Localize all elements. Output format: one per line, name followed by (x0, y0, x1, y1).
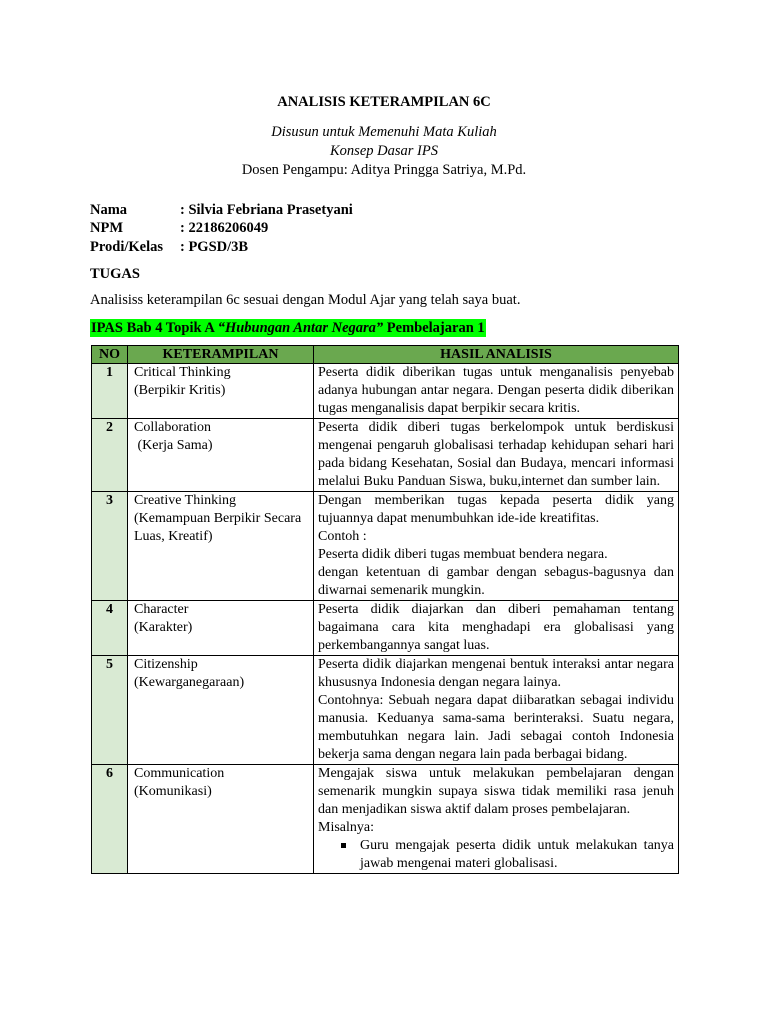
analysis-example-label: Misalnya: (318, 820, 374, 835)
analysis-cell (314, 601, 679, 656)
analysis-cell (314, 656, 679, 765)
analysis-text: Peserta didik diberi tugas berkelompok untuk berdiskusi mengenai pengaruh globalisasi terhadap kehidupan sehari hari pada bidang Kesehatan, Sosial dan Budaya, mencari informasi melalui Buku Panduan Siswa, buku,internet dan sumber lain. (318, 420, 674, 489)
skill-name: Communication (134, 766, 225, 781)
skill-translation: (Kewarganegaraan) (134, 675, 245, 690)
table-row (92, 364, 679, 419)
student-name-row (90, 202, 353, 219)
skill-cell (128, 765, 314, 874)
row-number: 3 (92, 492, 128, 601)
header-no: NO (92, 346, 128, 364)
row-number: 6 (92, 765, 128, 874)
row-number: 2 (92, 419, 128, 492)
student-npm-label: NPM (90, 220, 124, 236)
task-heading: TUGAS (90, 266, 140, 282)
analysis-text: Dengan memberikan tugas kepada peserta didik yang tujuannya dapat menumbuhkan ide-ide kreatifitas. (318, 493, 674, 526)
analysis-text: Peserta didik diajarkan mengenai bentuk interaksi antar negara khususnya Indonesia dengan negara lainya. (318, 657, 674, 690)
lesson-subheading-prefix: IPAS Bab 4 Topik A (91, 320, 218, 336)
header-analysis: HASIL ANALISIS (314, 346, 679, 364)
task-text: Analisiss keterampilan 6c sesuai dengan Modul Ajar yang telah saya buat. (90, 292, 521, 308)
student-npm-row (90, 220, 268, 237)
analysis-bullet-list (318, 837, 674, 873)
analysis-cell (314, 492, 679, 601)
skill-name: Character (134, 602, 189, 617)
skill-name: Collaboration (134, 420, 211, 435)
skill-name: Critical Thinking (134, 365, 231, 380)
analysis-example-label: Contoh : (318, 529, 367, 544)
row-number: 5 (92, 656, 128, 765)
row-number: 4 (92, 601, 128, 656)
analysis-text: dengan ketentuan di gambar dengan sebagus-bagusnya dan diwarnai semenarik mungkin. (318, 565, 674, 598)
student-npm-value: : 22186206049 (180, 220, 269, 236)
table-row (92, 656, 679, 765)
header-skill: KETERAMPILAN (128, 346, 314, 364)
table-row (92, 765, 679, 874)
list-item: Guru mengajak peserta didik untuk melakukan tanya jawab mengenai materi globalisasi. (360, 838, 674, 871)
table-header-row (92, 346, 679, 364)
analysis-cell (314, 364, 679, 419)
skill-name: Citizenship (134, 657, 198, 672)
table-row (92, 492, 679, 601)
lesson-subheading (90, 319, 486, 337)
lesson-subheading-topic: “Hubungan Antar Negara” (217, 320, 384, 336)
skill-translation: (Kemampuan Berpikir Secara Luas, Kreatif) (134, 511, 302, 544)
skill-cell (128, 419, 314, 492)
skill-translation: (Komunikasi) (134, 784, 212, 799)
skills-analysis-table (91, 345, 679, 874)
table-row (92, 601, 679, 656)
student-class-value: : PGSD/3B (180, 239, 249, 255)
analysis-text: Peserta didik diberi tugas membuat bendera negara. (318, 547, 608, 562)
student-class-label: Prodi/Kelas (90, 239, 164, 255)
student-name-value: : Silvia Febriana Prasetyani (180, 202, 353, 218)
lesson-subheading-suffix: Pembelajaran 1 (383, 320, 485, 336)
analysis-text: Peserta didik diberikan tugas untuk menganalisis penyebab adanya hubungan antar negara. Dengan peserta didik diberikan tugas menganalisis dapat berpikir secara kritis. (318, 365, 674, 416)
skill-translation: (Karakter) (134, 620, 193, 635)
row-number: 1 (92, 364, 128, 419)
analysis-text: Peserta didik diajarkan dan diberi pemahaman tentang bagaimana cara kita menghadapi era globalisasi yang perkembangannya sangat luas. (318, 602, 674, 653)
skill-translation: (Kerja Sama) (134, 438, 213, 453)
subtitle-course-name: Konsep Dasar IPS (330, 143, 438, 159)
lecturer-line: Dosen Pengampu: Aditya Pringga Satriya, M.Pd. (241, 162, 527, 178)
student-class-row (90, 239, 248, 256)
skill-translation: (Berpikir Kritis) (134, 383, 226, 398)
skill-cell (128, 656, 314, 765)
document-title: ANALISIS KETERAMPILAN 6C (277, 94, 491, 110)
subtitle-course-purpose: Disusun untuk Memenuhi Mata Kuliah (271, 124, 497, 140)
analysis-cell (314, 765, 679, 874)
skill-cell (128, 601, 314, 656)
analysis-text: Contohnya: Sebuah negara dapat diibaratkan sebagai individu manusia. Keduanya sama-sama berinteraksi. Suatu negara, membutuhkan negara lain. Jadi sebagai contoh Indonesia bekerja sama dengan negara lain pada berbagai bidang. (318, 693, 674, 762)
skill-cell (128, 492, 314, 601)
analysis-text: Mengajak siswa untuk melakukan pembelajaran dengan semenarik mungkin supaya siswa tidak memiliki rasa jenuh dan menjadikan siswa aktif dalam proses pembelajaran. (318, 766, 674, 817)
student-name-label: Nama (90, 202, 128, 218)
skill-cell (128, 364, 314, 419)
table-row (92, 419, 679, 492)
analysis-cell (314, 419, 679, 492)
skill-name: Creative Thinking (134, 493, 236, 508)
